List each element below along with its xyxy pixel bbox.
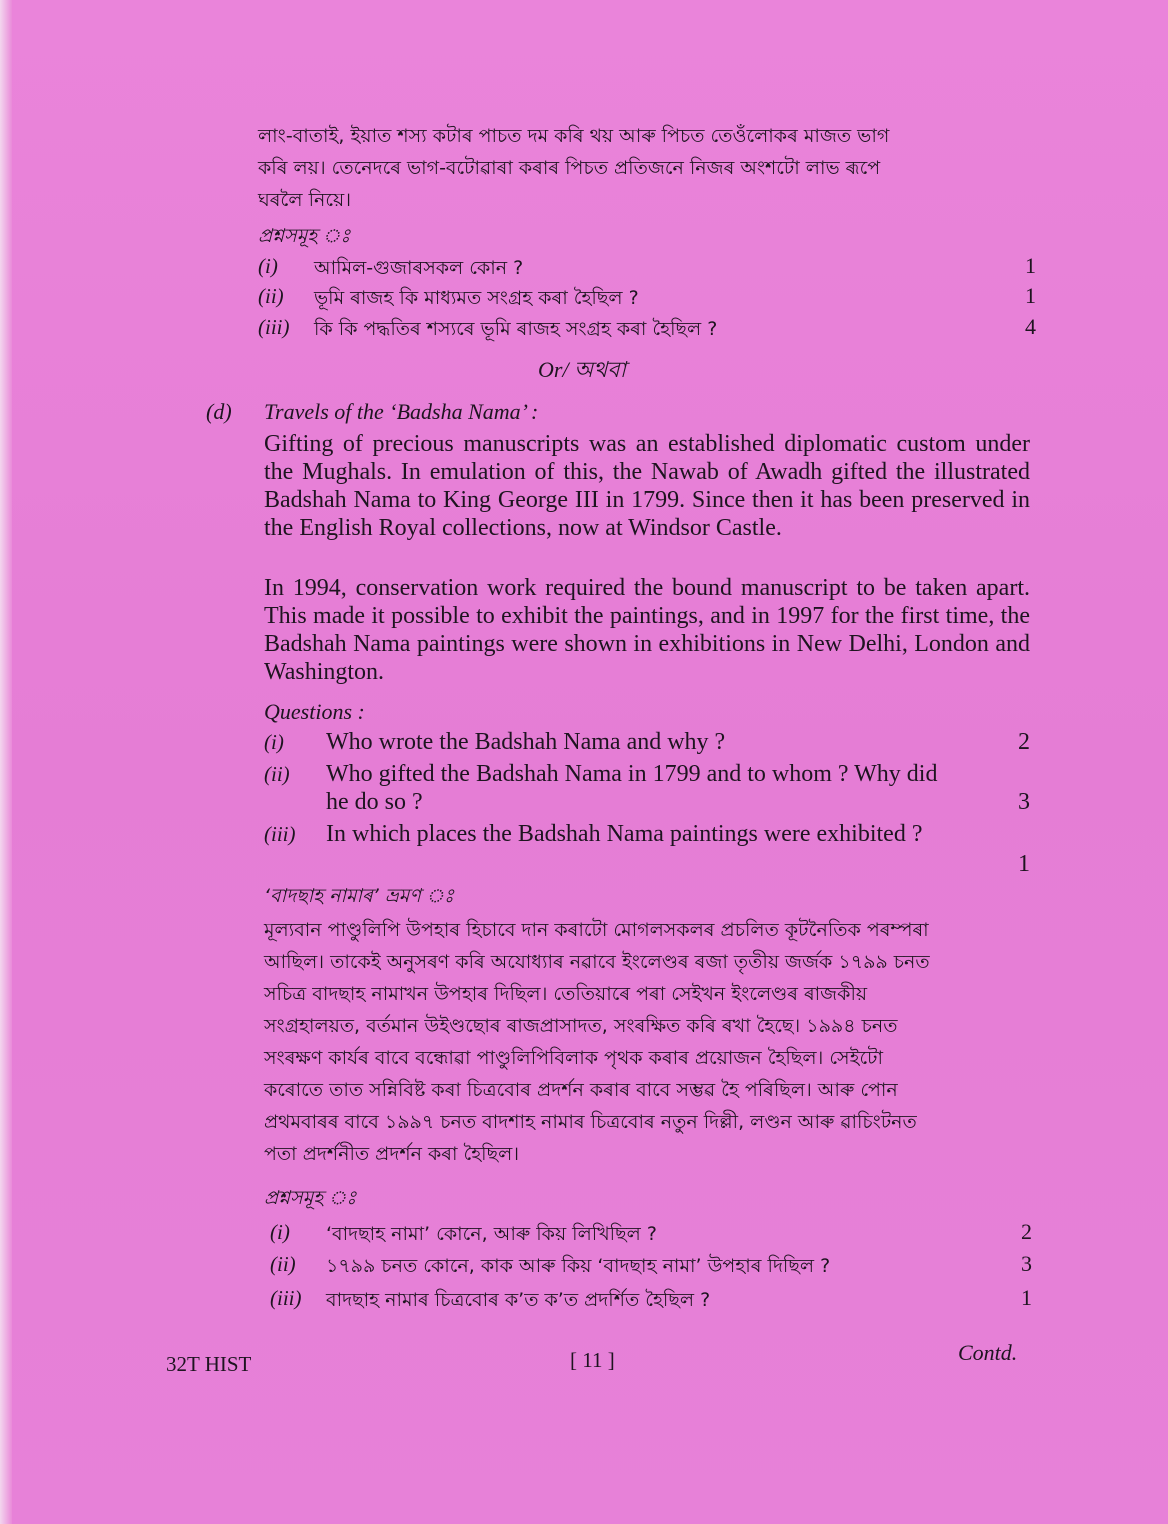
part-d-bn-line: মূল্যবান পাণ্ডুলিপি উপহাৰ হিচাবে দান কৰাটো মোগলসকলৰ প্ৰচলিত কূটনৈতিক পৰম্পৰা — [264, 919, 929, 941]
question-number: (iii) — [264, 822, 296, 846]
part-d-bn-line: প্ৰথমবাৰৰ বাবে ১৯৯৭ চনত বাদশাহ নামাৰ চিত্ৰবোৰ নতুন দিল্লী, লণ্ডন আৰু ৱাচিংটনত — [264, 1111, 917, 1133]
question-text: বাদছাহ নামাৰ চিত্ৰবোৰ ক’ত ক’ত প্ৰদৰ্শিত হৈছিল ? — [326, 1289, 711, 1311]
question-text: ভূমি ৰাজহ কি মাধ্যমত সংগ্ৰহ কৰা হৈছিল ? — [314, 287, 639, 309]
question-marks: 3 — [1018, 789, 1030, 815]
part-c-line-3: ঘৰলৈ নিয়ে। — [258, 189, 352, 211]
question-marks: 1 — [1025, 253, 1036, 278]
part-d-bn-line: সংৰক্ষণ কাৰ্যৰ বাবে বন্ধোৱা পাণ্ডুলিপিবিলাক পৃথক কৰাৰ প্ৰয়োজন হৈছিল। সেইটো — [264, 1047, 883, 1069]
question-text: Who gifted the Badshah Nama in 1799 and to whom ? Why did — [326, 761, 938, 787]
question-number: (i) — [264, 730, 284, 754]
part-d-bn-questions-heading: প্ৰশ্নসমূহ ঃ — [264, 1187, 357, 1209]
question-text: he do so ? — [326, 789, 423, 815]
part-d-label: (d) — [206, 399, 232, 424]
part-d-bn-line: সংগ্ৰহালয়ত, বৰ্তমান উইণ্ডছোৰ ৰাজপ্ৰাসাদত, সংৰক্ষিত কৰি ৰখা হৈছে। ১৯৯৪ চনত — [264, 1015, 898, 1037]
question-number: (i) — [270, 1220, 290, 1244]
question-text: ১৭৯৯ চনত কোনে, কাক আৰু কিয় ‘বাদছাহ নামা’ উপহাৰ দিছিল ? — [326, 1255, 831, 1277]
question-number: (ii) — [270, 1252, 296, 1276]
question-marks: 3 — [1021, 1251, 1032, 1276]
paper-code: 32T HIST — [166, 1352, 252, 1376]
part-d-bn-line: সচিত্ৰ বাদছাহ নামাখন উপহাৰ দিছিল। তেতিয়াৰে পৰা সেইখন ইংলেণ্ডৰ ৰাজকীয় — [264, 983, 868, 1005]
part-d-bn-questions — [270, 1218, 1032, 1318]
question-number: (iii) — [258, 315, 290, 339]
continued-label: Contd. — [958, 1340, 1018, 1365]
question-marks: 2 — [1021, 1219, 1032, 1244]
part-c-questions — [258, 252, 1036, 348]
part-c-line-1: লাং-বাতাই, ইয়াত শস্য কটাৰ পাচত দম কৰি থয় আৰু পিচত তেওঁলোকৰ মাজত ভাগ — [258, 125, 890, 147]
part-c-questions-heading: প্ৰশ্নসমূহ ঃ — [258, 225, 351, 247]
question-number: (i) — [258, 254, 278, 278]
part-d-bn-line: কৰোতে তাত সন্নিবিষ্ট কৰা চিত্ৰবোৰ প্ৰদৰ্শন কৰাৰ বাবে সম্ভৱ হৈ পৰিছিল। আৰু পোন — [264, 1079, 898, 1101]
question-number: (ii) — [258, 284, 284, 308]
part-c-line-2: কৰি লয়। তেনেদৰে ভাগ-বটোৱাৰা কৰাৰ পিচত প্ৰতিজনে নিজৰ অংশটো লাভ ৰূপে — [258, 157, 881, 179]
part-d-title: Travels of the ‘Badsha Nama’ : — [264, 399, 539, 424]
part-d-questions-heading: Questions : — [264, 699, 365, 724]
part-d-bn-title: ‘বাদছাহ নামাৰ’ ভ্ৰমণ ঃ — [264, 885, 455, 907]
question-marks: 4 — [1025, 314, 1036, 339]
page-number: [ 11 ] — [570, 1348, 615, 1372]
part-c-paragraph — [258, 120, 1038, 216]
part-d-paragraph-1: Gifting of precious manuscripts was an established diplomatic custom under the Mughals. In emulation of this, the Nawab of Awadh gifted the illustrated Badshah Nama to King George III in 1799. Since then it has been preserved in the English Royal collections, now at Windsor Castle. — [264, 431, 1030, 541]
question-text: কি কি পদ্ধতিৰ শস্যৰে ভূমি ৰাজহ সংগ্ৰহ কৰা হৈছিল ? — [314, 318, 718, 340]
question-number: (ii) — [264, 762, 290, 786]
question-marks: 2 — [1018, 729, 1030, 755]
question-marks: 1 — [1021, 1285, 1032, 1310]
part-d-bn-line: আছিল। তাকেই অনুসৰণ কৰি অযোধ্যাৰ নৱাবে ইংলেণ্ডৰ ৰজা তৃতীয় জৰ্জক ১৭৯৯ চনত — [264, 951, 930, 973]
question-text: In which places the Badshah Nama paintings were exhibited ? — [326, 821, 923, 847]
question-text: Who wrote the Badshah Nama and why ? — [326, 729, 726, 755]
page-edge — [0, 0, 12, 1524]
question-text: আমিল-গুজাৰসকল কোন ? — [314, 257, 524, 279]
part-d-questions — [264, 728, 1030, 880]
question-number: (iii) — [270, 1286, 302, 1310]
question-text: ‘বাদছাহ নামা’ কোনে, আৰু কিয় লিখিছিল ? — [326, 1223, 657, 1245]
question-marks: 1 — [1025, 283, 1036, 308]
part-d-bn-line: পতা প্ৰদৰ্শনীত প্ৰদৰ্শন কৰা হৈছিল। — [264, 1143, 520, 1165]
part-d-paragraph-2: In 1994, conservation work required the bound manuscript to be taken apart. This made it possible to exhibit the paintings, and in 1997 for the first time, the Badshah Nama paintings were shown in exhibitions in New Delhi, London and Washington. — [264, 575, 1030, 685]
question-marks: 1 — [1018, 851, 1030, 877]
or-divider: Or/ অথবা — [538, 357, 626, 382]
part-d-bn-paragraph — [264, 914, 1044, 1170]
